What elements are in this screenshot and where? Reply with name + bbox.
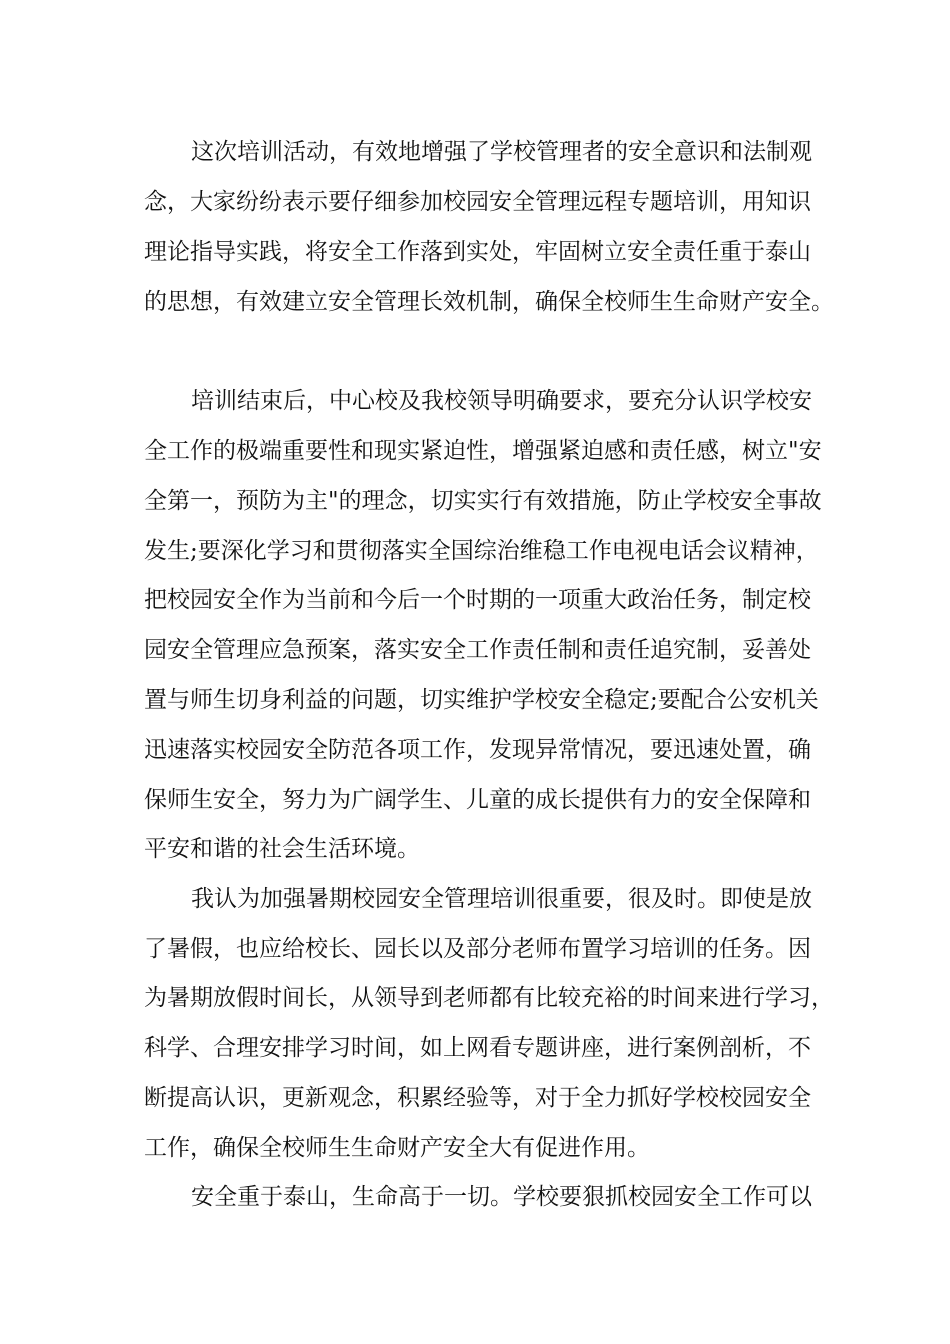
- paragraph-2-line-6: 园安全管理应急预案，落实安全工作责任制和责任追究制，妥善处: [144, 637, 811, 663]
- paragraph-2-line-3: 全第一，预防为主"的理念，切实实行有效措施，防止学校安全事故: [144, 488, 822, 514]
- paragraph-2-line-10: 平安和谐的社会生活环境。: [144, 836, 420, 862]
- paragraph-1-line-4: 的思想，有效建立安全管理长效机制，确保全校师生生命财产安全。: [144, 289, 834, 315]
- paragraph-2-line-4: 发生;要深化学习和贯彻落实全国综治维稳工作电视电话会议精神，: [144, 538, 819, 564]
- paragraph-2-line-8: 迅速落实校园安全防范各项工作，发现异常情况，要迅速处置，确: [144, 737, 811, 763]
- paragraph-2-line-9: 保师生安全，努力为广阔学生、儿童的成长提供有力的安全保障和: [144, 787, 811, 813]
- paragraph-1-line-2: 念，大家纷纷表示要仔细参加校园安全管理远程专题培训，用知识: [144, 189, 811, 215]
- paragraph-3-line-2: 了暑假，也应给校长、园长以及部分老师布置学习培训的任务。因: [144, 936, 811, 962]
- paragraph-3-line-5: 断提高认识，更新观念，积累经验等，对于全力抓好学校校园安全: [144, 1085, 811, 1111]
- paragraph-3-line-4: 科学、合理安排学习时间，如上网看专题讲座，进行案例剖析，不: [144, 1035, 811, 1061]
- paragraph-2-line-7: 置与师生切身利益的问题，切实维护学校安全稳定;要配合公安机关: [144, 687, 819, 713]
- paragraph-1-line-1: 这次培训活动，有效地增强了学校管理者的安全意识和法制观: [191, 139, 812, 165]
- paragraph-3-line-6: 工作，确保全校师生生命财产安全大有促进作用。: [144, 1135, 650, 1161]
- paragraph-2-line-2: 全工作的极端重要性和现实紧迫性，增强紧迫感和责任感，树立"安: [144, 438, 822, 464]
- paragraph-4-line-1: 安全重于泰山，生命高于一切。学校要狠抓校园安全工作可以: [191, 1184, 812, 1210]
- paragraph-2-line-5: 把校园安全作为当前和今后一个时期的一项重大政治任务，制定校: [144, 587, 811, 613]
- paragraph-3-line-1: 我认为加强暑期校园安全管理培训很重要，很及时。即使是放: [191, 886, 812, 912]
- paragraph-2-line-1: 培训结束后，中心校及我校领导明确要求，要充分认识学校安: [191, 388, 812, 414]
- paragraph-1-line-3: 理论指导实践，将安全工作落到实处，牢固树立安全责任重于泰山: [144, 239, 811, 265]
- paragraph-3-line-3: 为暑期放假时间长，从领导到老师都有比较充裕的时间来进行学习，: [144, 985, 834, 1011]
